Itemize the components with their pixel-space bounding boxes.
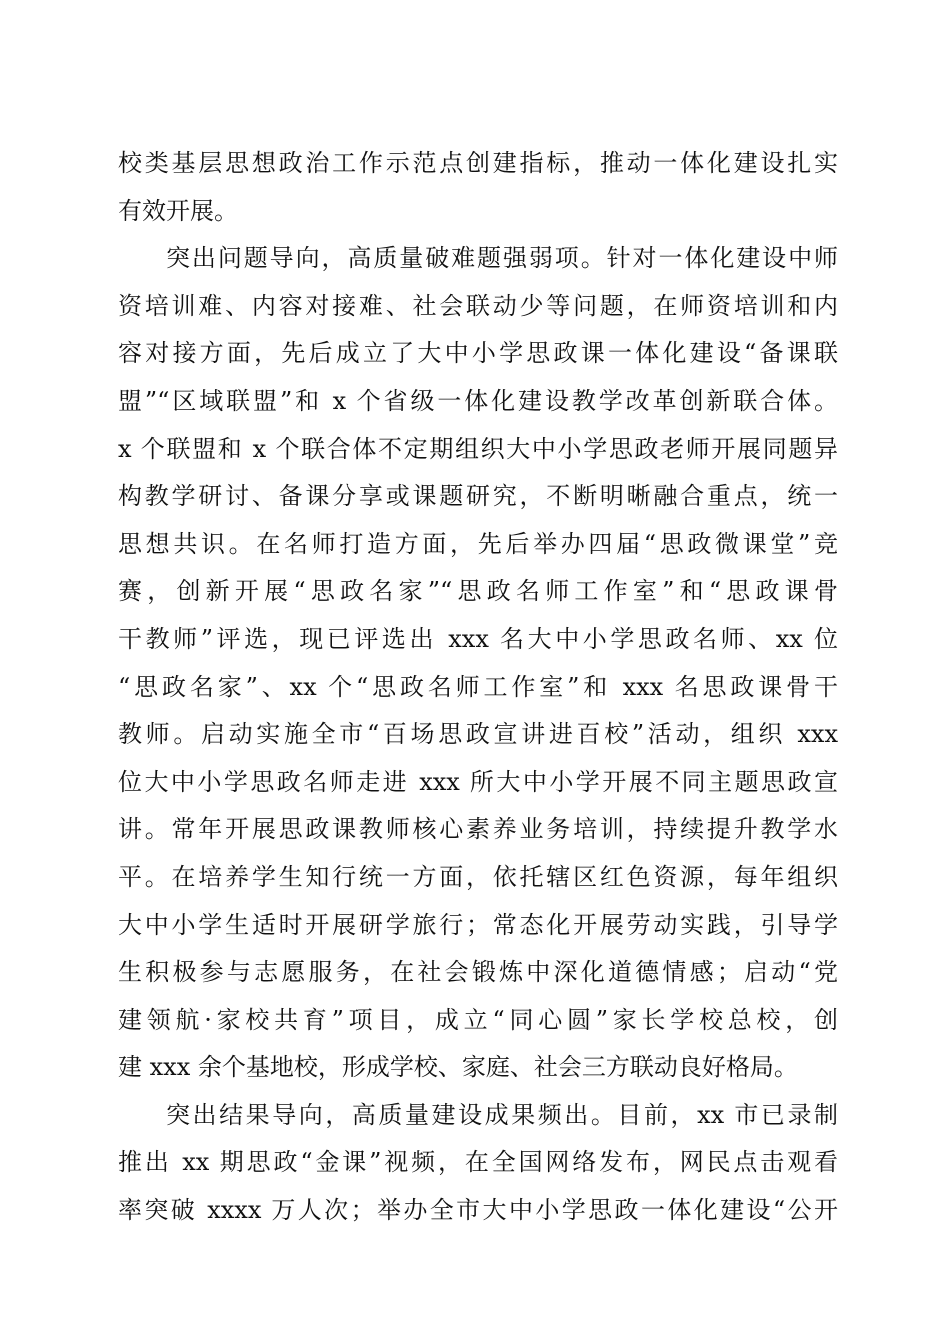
text-line: 构教学研讨、备课分享或课题研究，不断明晰融合重点，统一 [118,482,838,511]
document-body-text [118,140,838,1235]
text-line: 教师。启动实施全市“百场思政宣讲进百校”活动，组织 xxx [118,720,838,749]
text-line: x 个联盟和 x 个联合体不定期组织大中小学思政老师开展同题异 [118,434,838,463]
text-line: 生积极参与志愿服务，在社会锻炼中深化道德情感；启动“党 [118,958,838,987]
text-line: 有效开展。 [118,196,238,225]
text-line: 建 xxx 余个基地校，形成学校、家庭、社会三方联动良好格局。 [118,1053,798,1082]
text-line: 思想共识。在名师打造方面，先后举办四届“思政微课堂”竞 [118,529,838,558]
paragraph-first-line: 突出结果导向，高质量建设成果频出。目前，xx 市已录制 [166,1100,838,1129]
text-line: 讲。常年开展思政课教师核心素养业务培训，持续提升教学水 [118,815,838,844]
text-line: 推出 xx 期思政“金课”视频，在全国网络发布，网民点击观看 [118,1148,838,1177]
text-line: “思政名家”、xx 个“思政名师工作室”和 xxx 名思政课骨干 [118,672,838,701]
paragraph-first-line: 突出问题导向，高质量破难题强弱项。针对一体化建设中师 [166,244,838,273]
text-line: 盟”“区域联盟”和 x 个省级一体化建设教学改革创新联合体。 [118,386,838,415]
text-line: 率突破 xxxx 万人次；举办全市大中小学思政一体化建设“公开 [118,1196,838,1225]
text-line: 大中小学生适时开展研学旅行；常态化开展劳动实践，引导学 [118,910,838,939]
text-line: 建领航·家校共育”项目，成立“同心圆”家长学校总校，创 [118,1005,838,1034]
text-line: 干教师”评选，现已评选出 xxx 名大中小学思政名师、xx 位 [118,624,838,653]
text-line: 资培训难、内容对接难、社会联动少等问题，在师资培训和内 [118,291,838,320]
text-line: 平。在培养学生知行统一方面，依托辖区红色资源，每年组织 [118,862,838,891]
text-line: 校类基层思想政治工作示范点创建指标，推动一体化建设扎实 [118,149,838,177]
text-line: 赛，创新开展“思政名家”“思政名师工作室”和“思政课骨 [118,577,838,606]
text-line: 容对接方面，先后成立了大中小学思政课一体化建设“备课联 [118,339,838,368]
text-line: 位大中小学思政名师走进 xxx 所大中小学开展不同主题思政宣 [118,767,838,796]
